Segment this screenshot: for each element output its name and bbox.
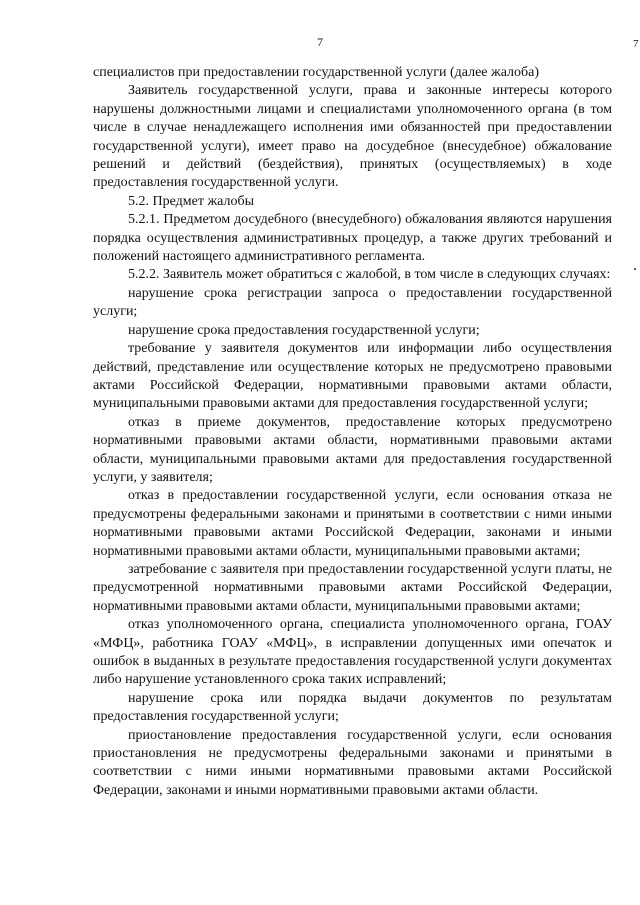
case-item-issuance-violation: нарушение срока или порядка выдачи документов по результатам предоставления государственной услуги; [93,690,612,725]
case-item-fee-demand: затребование с заявителя при предоставлении государственной услуги платы, не предусмотренной нормативными правовыми актами Российской Федерации, нормативными правовыми актами области, муниципальными правовыми актами; [93,561,612,614]
edge-mark: 7 [633,38,639,50]
applicant-right-paragraph: Заявитель государственной услуги, права и законные интересы которого нарушены должностными лицами и специалистами уполномоченного органа (в том числе в случае ненадлежащего исполнения ими обязанностей при предоставлении государственной услуги), имеет право на досудебное (внесудебное) обжалование решений и действий (бездействия), принятых (осуществляемых) в ходе предоставления государственной услуги. [93,83,612,191]
edge-dot [634,268,636,270]
section-heading-5-2: 5.2. Предмет жалобы [128,193,254,209]
case-item-document-demand: требование у заявителя документов или информации либо осуществления действий, представление или осуществление которых не предусмотрено правовыми актами Российской Федерации, нормативными правовыми актами области, муниципальными правовыми актами для предоставления государственной услуги; [93,341,612,412]
document-body [93,64,612,800]
case-item-document-refusal: отказ в приеме документов, предоставление которых предусмотрено нормативными правовыми актами области, нормативными правовыми актами области, муниципальными правовыми актами для предоставления государственной услуги, у заявителя; [93,414,612,485]
page-number: 7 [317,35,323,49]
case-item-suspension: приостановление предоставления государственной услуги, если основания приостановления не предусмотрены федеральными законами и принятыми в соответствии с ними иными нормативными правовыми актами Российской Федерации, законами и иными нормативными правовыми актами области. [93,727,612,798]
case-item-registration-deadline: нарушение срока регистрации запроса о предоставлении государственной услуги; [93,285,612,320]
case-item-correction-refusal: отказ уполномоченного органа, специалиста уполномоченного органа, ГОАУ «МФЦ», работника ГОАУ «МФЦ», в исправлении допущенных ими опечаток и ошибок в выданных в результате предоставления государственной услуги документах либо нарушение установленного срока таких исправлений; [93,617,612,688]
complaint-intro-continuation: специалистов при предоставлении государственной услуги (далее жалоба) [93,65,540,80]
case-item-service-refusal: отказ в предоставлении государственной услуги, если основания отказа не предусмотрены федеральными законами и принятыми в соответствии с ними иными нормативными правовыми актами Российской Федерации, законами и иными нормативными правовыми актами области, муниципальными правовыми актами; [93,488,612,559]
case-item-service-deadline: нарушение срока предоставления государственной услуги; [128,322,480,338]
clause-5-2-1: 5.2.1. Предметом досудебного (внесудебного) обжалования являются нарушения порядка осуществления административных процедур, а также других требований и положений настоящего административного регламента. [93,212,612,265]
clause-5-2-2: 5.2.2. Заявитель может обратиться с жалобой, в том числе в следующих случаях: [128,267,611,283]
